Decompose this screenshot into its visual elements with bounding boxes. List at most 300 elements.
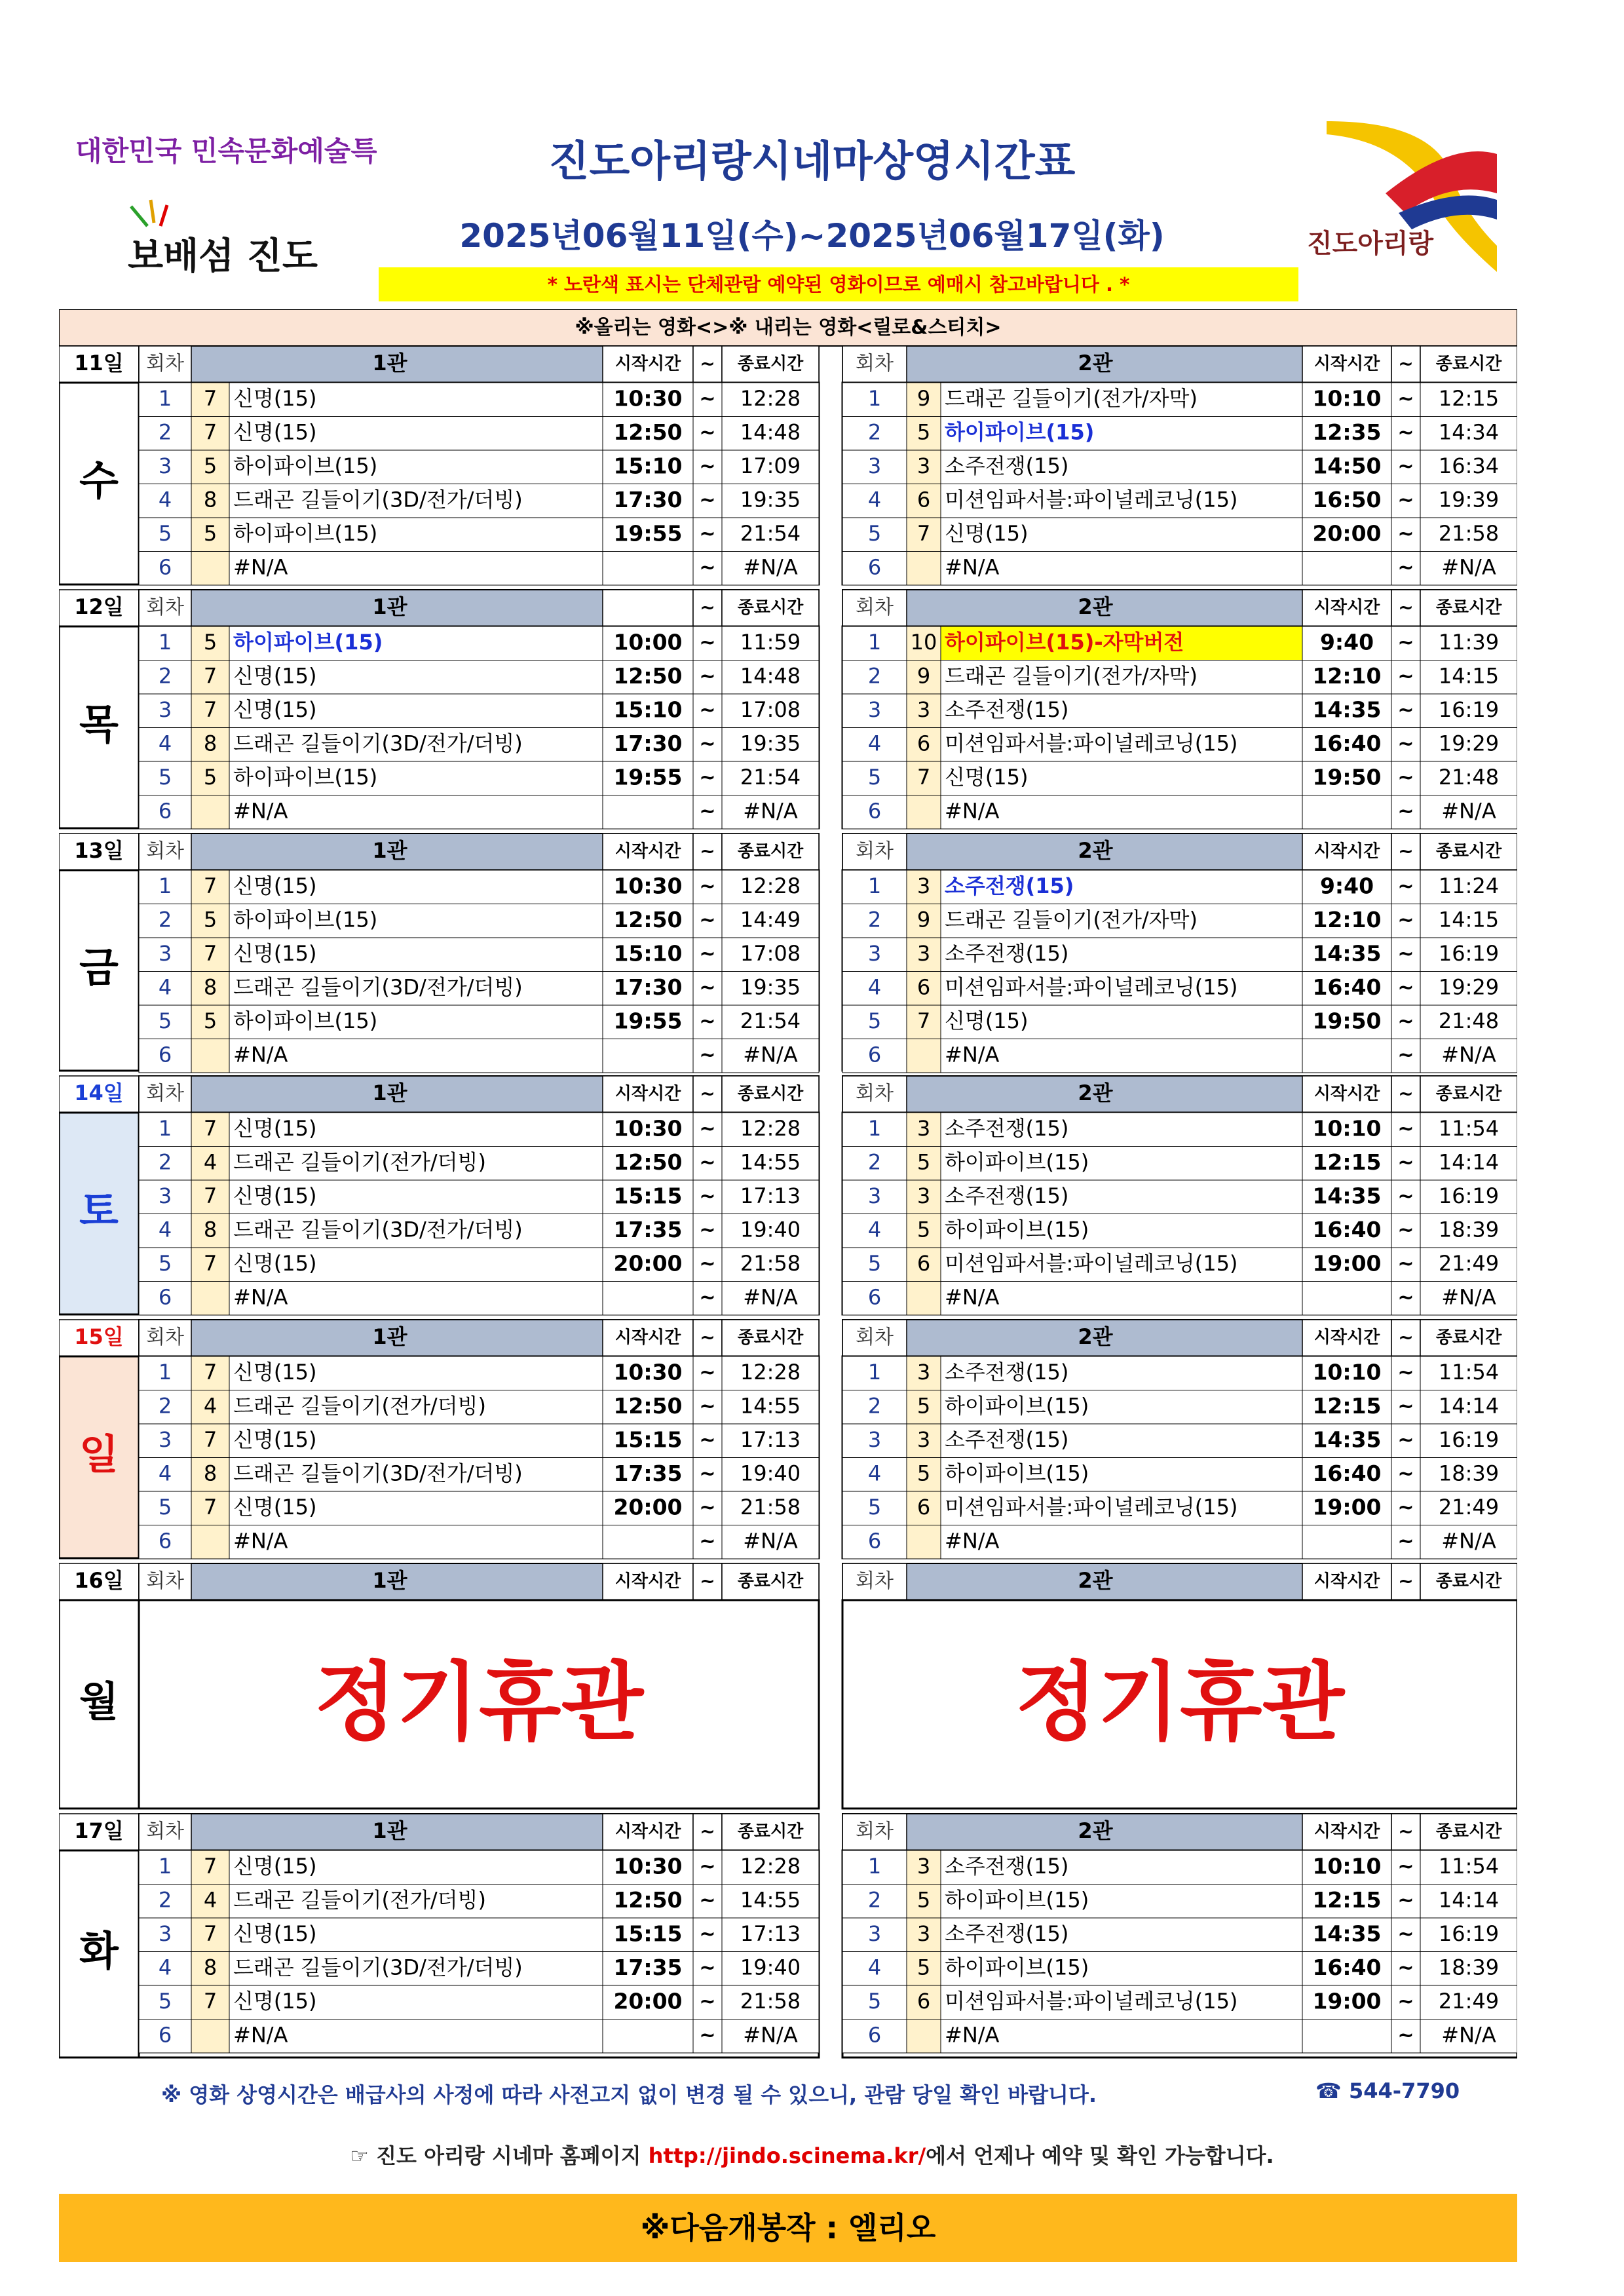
tilde: ~ (699, 1529, 716, 1553)
movie-title: #N/A (945, 1528, 1000, 1554)
start-time: 14:35 (1312, 940, 1382, 966)
end-header: 종료시간 (737, 354, 804, 374)
end-time: 14:48 (740, 663, 801, 689)
movie-title: #N/A (945, 1284, 1000, 1310)
start-time: 17:35 (613, 1216, 683, 1242)
screen-count: 7 (203, 385, 217, 411)
movie-title: 소주전쟁(15) (945, 453, 1069, 478)
start-time: 15:15 (613, 1426, 683, 1453)
day-date: 13일 (74, 838, 124, 863)
end-time: 19:35 (740, 487, 801, 512)
start-header: 시작시간 (1313, 354, 1380, 374)
movie-title: 신명(15) (233, 1988, 317, 2014)
end-time: 17:09 (740, 453, 801, 478)
movie-title: 하이파이브(15) (945, 1955, 1089, 1980)
tilde: ~ (1397, 1010, 1414, 1033)
end-time: 12:28 (740, 1359, 801, 1385)
tilde: ~ (1397, 875, 1414, 898)
screen-count: 7 (916, 520, 931, 546)
tilde: ~ (699, 1855, 716, 1879)
day-date: 11일 (74, 351, 124, 375)
round-number: 5 (867, 764, 882, 790)
weekday-label: 목 (79, 700, 119, 749)
round-number: 2 (867, 663, 882, 689)
screen-count: 6 (916, 731, 931, 756)
round-header: 회차 (856, 1326, 894, 1349)
start-header: 시작시간 (614, 1328, 681, 1348)
round-header: 회차 (146, 1326, 184, 1349)
round-number: 1 (867, 629, 882, 655)
round-number: 6 (867, 1528, 882, 1554)
end-header: 종료시간 (737, 1328, 804, 1348)
tilde: ~ (1397, 421, 1414, 444)
end-header: 종료시간 (1435, 598, 1502, 618)
screen-count-cell (907, 2019, 941, 2054)
movie-title: 신명(15) (233, 1494, 317, 1520)
homepage-prefix: ☞ 진도 아리랑 시네마 홈페이지 (350, 2143, 649, 2168)
end-header: 종료시간 (737, 1822, 804, 1842)
screen-count: 8 (203, 487, 217, 512)
start-time: 20:00 (613, 1988, 683, 2014)
start-time: 19:50 (1312, 1008, 1382, 1034)
start-time: 17:30 (613, 974, 683, 1000)
round-number: 4 (158, 1955, 172, 1980)
start-time: 10:10 (1312, 1853, 1382, 1879)
tilde: ~ (1397, 698, 1414, 722)
end-time: 14:15 (1438, 907, 1500, 932)
end-time: 19:39 (1438, 487, 1500, 512)
footer-notice: ※ 영화 상영시간은 배급사의 사정에 따라 사전고지 없이 변경 될 수 있으니, 관람 당일 확인 바랍니다. (161, 2082, 1097, 2107)
round-number: 1 (867, 873, 882, 898)
screen-count: 7 (203, 697, 217, 722)
start-time: 10:30 (613, 873, 683, 899)
tilde-header: ~ (700, 1570, 715, 1592)
end-time: 12:28 (740, 873, 801, 898)
screen-count: 4 (203, 1393, 217, 1419)
movie-title: 하이파이브(15) (233, 453, 378, 478)
screen-count-cell (907, 1039, 941, 1073)
end-time: 17:13 (740, 1921, 801, 1946)
screen-count: 4 (203, 1149, 217, 1175)
end-time: 21:54 (740, 520, 801, 546)
tilde-header: ~ (700, 1326, 715, 1348)
end-time: 19:29 (1438, 974, 1500, 1000)
screen-count: 3 (916, 873, 931, 898)
end-time: 17:13 (740, 1426, 801, 1452)
start-time: 17:30 (613, 486, 683, 512)
end-time: 21:54 (740, 1008, 801, 1033)
start-time: 14:35 (1312, 697, 1382, 723)
round-number: 1 (867, 1359, 882, 1385)
end-time: 14:49 (740, 907, 801, 932)
tilde: ~ (699, 1185, 716, 1208)
tilde: ~ (1397, 1252, 1414, 1276)
movie-title: #N/A (945, 1042, 1000, 1067)
hall-label: 1관 (372, 351, 407, 375)
end-header: 종료시간 (1435, 1328, 1502, 1348)
round-header: 회차 (146, 1082, 184, 1105)
round-number: 6 (158, 1042, 172, 1067)
start-time: 10:10 (1312, 385, 1382, 411)
round-number: 4 (158, 731, 172, 756)
tilde: ~ (699, 455, 716, 478)
start-header: 시작시간 (1313, 1328, 1380, 1348)
start-time: 12:15 (1312, 1392, 1382, 1419)
screen-count: 10 (910, 629, 937, 655)
start-time: 12:10 (1312, 906, 1382, 932)
end-time: 21:58 (740, 1494, 801, 1520)
screen-count: 5 (916, 1887, 931, 1913)
movie-title: #N/A (233, 554, 288, 580)
tilde: ~ (1397, 1286, 1414, 1309)
movie-title: 신명(15) (233, 1359, 317, 1385)
start-time: 10:30 (613, 1853, 683, 1879)
round-number: 6 (158, 554, 172, 580)
round-number: 4 (158, 1217, 172, 1242)
movie-title: 소주전쟁(15) (945, 1183, 1069, 1208)
end-time: 12:28 (740, 385, 801, 411)
tilde: ~ (699, 387, 716, 411)
screen-count: 5 (203, 764, 217, 790)
tilde-header: ~ (1398, 1820, 1414, 1842)
tilde-header: ~ (700, 596, 715, 618)
tilde-header: ~ (700, 840, 715, 862)
end-time: 18:39 (1438, 1217, 1500, 1242)
movie-title: 소주전쟁(15) (945, 1921, 1069, 1946)
weekday-label: 토 (79, 1187, 119, 1235)
end-time: 21:49 (1438, 1988, 1500, 2014)
movie-title: 드래곤 길들이기(전가/자막) (945, 907, 1198, 932)
movie-title: 미션임파서블:파이널레코닝(15) (945, 487, 1238, 512)
hall-label: 1관 (372, 594, 407, 619)
tilde: ~ (1397, 732, 1414, 756)
end-time: 14:55 (740, 1887, 801, 1913)
end-time: 21:49 (1438, 1250, 1500, 1276)
round-header: 회차 (856, 352, 894, 375)
round-number: 2 (158, 663, 172, 689)
round-header: 회차 (856, 839, 894, 863)
round-number: 5 (158, 1988, 172, 2014)
end-header: 종료시간 (1435, 1822, 1502, 1842)
hall-label: 2관 (1078, 1081, 1113, 1105)
movie-title: 하이파이브(15) (945, 1393, 1089, 1419)
hall-label: 1관 (372, 1568, 407, 1593)
screen-count: 3 (916, 1183, 931, 1208)
start-time-cell (603, 1039, 693, 1073)
end-time: 11:54 (1438, 1359, 1500, 1385)
tilde: ~ (1397, 1923, 1414, 1946)
start-time-cell (1302, 2019, 1391, 2054)
screen-count: 7 (203, 1494, 217, 1520)
end-time: 11:54 (1438, 1853, 1500, 1879)
end-time: 21:48 (1438, 764, 1500, 790)
tilde: ~ (1397, 488, 1414, 512)
movie-title: 소주전쟁(15) (945, 1426, 1069, 1452)
round-number: 3 (158, 453, 172, 478)
tilde: ~ (1397, 1428, 1414, 1452)
round-number: 5 (158, 1008, 172, 1033)
round-number: 6 (158, 1528, 172, 1554)
movie-title: #N/A (945, 798, 1000, 824)
closed-text: 정기휴관 (1015, 1652, 1345, 1752)
screen-count: 7 (203, 1183, 217, 1208)
tilde: ~ (699, 799, 716, 823)
round-number: 2 (158, 1887, 172, 1913)
start-time-cell (603, 1525, 693, 1559)
end-time: 19:40 (740, 1217, 801, 1242)
movie-title: 드래곤 길들이기(전가/더빙) (233, 1149, 486, 1175)
hall-label: 1관 (372, 1081, 407, 1105)
movie-title: 드래곤 길들이기(전가/더빙) (233, 1887, 486, 1913)
screen-count: 7 (203, 1359, 217, 1385)
round-number: 1 (158, 629, 172, 655)
end-time: 21:58 (740, 1250, 801, 1276)
tilde: ~ (699, 908, 716, 932)
round-number: 1 (158, 1115, 172, 1141)
end-time: #N/A (1441, 1528, 1496, 1554)
round-number: 4 (867, 487, 882, 512)
movie-title: 미션임파서블:파이널레코닝(15) (945, 731, 1238, 756)
logo-right-text: 진도아리랑 (1307, 229, 1434, 259)
screen-count: 3 (916, 1115, 931, 1141)
end-time: 21:49 (1438, 1494, 1500, 1520)
screen-count-cell (907, 795, 941, 830)
round-header: 회차 (856, 1082, 894, 1105)
tilde: ~ (1397, 908, 1414, 932)
screen-count-cell (191, 552, 229, 586)
screen-count-cell (907, 1525, 941, 1559)
movie-title: 미션임파서블:파이널레코닝(15) (945, 1250, 1238, 1276)
start-header: 시작시간 (614, 1084, 681, 1104)
start-header: 시작시간 (1313, 841, 1380, 862)
end-time: #N/A (1441, 2022, 1496, 2048)
screen-count: 5 (203, 520, 217, 546)
movie-title: 하이파이브(15) (945, 1461, 1089, 1486)
start-time: 12:50 (613, 419, 683, 445)
movie-title: 드래곤 길들이기(전가/자막) (945, 385, 1198, 411)
hall-label: 1관 (372, 1818, 407, 1843)
banner-text: ※올리는 영화<>※ 내리는 영화<릴로&스티치> (575, 316, 1002, 339)
screen-count: 5 (916, 1149, 931, 1175)
start-header: 시작시간 (1313, 1822, 1380, 1842)
start-time: 19:55 (613, 520, 683, 546)
tilde: ~ (699, 556, 716, 579)
movie-title: 소주전쟁(15) (945, 1359, 1069, 1385)
screen-count: 3 (916, 1921, 931, 1946)
weekday-label: 화 (79, 1927, 119, 1976)
date-range: 2025년06월11일(수)~2025년06월17일(화) (459, 217, 1165, 255)
start-header: 시작시간 (1313, 1571, 1380, 1592)
start-time: 16:40 (1312, 1460, 1382, 1486)
end-time: #N/A (1441, 1042, 1496, 1067)
screen-count-cell (191, 1282, 229, 1316)
tilde: ~ (699, 1117, 716, 1141)
movie-title: 신명(15) (233, 1853, 317, 1879)
movie-title: 미션임파서블:파이널레코닝(15) (945, 1988, 1238, 2014)
start-time: 14:35 (1312, 1183, 1382, 1209)
hall-label: 2관 (1078, 838, 1113, 863)
yellow-notice: * 노란색 표시는 단체관람 예약된 영화이므로 예매시 참고바랍니다 . * (379, 267, 1298, 301)
start-time: 16:40 (1312, 974, 1382, 1000)
end-time: 12:28 (740, 1115, 801, 1141)
start-time: 12:15 (1312, 1149, 1382, 1175)
round-number: 6 (867, 1284, 882, 1310)
start-time-cell (1302, 1282, 1391, 1316)
start-time: 19:55 (613, 764, 683, 790)
round-number: 5 (867, 520, 882, 546)
round-number: 5 (867, 1988, 882, 2014)
round-number: 3 (158, 1183, 172, 1208)
start-time: 16:50 (1312, 486, 1382, 512)
round-number: 4 (867, 974, 882, 1000)
screen-count: 3 (916, 453, 931, 478)
round-number: 1 (158, 1359, 172, 1385)
start-header: 시작시간 (1313, 598, 1380, 618)
homepage-line (0, 2139, 1624, 2170)
end-time: 16:19 (1438, 697, 1500, 722)
screen-count: 7 (203, 1853, 217, 1879)
tilde: ~ (1397, 942, 1414, 966)
start-header-cell (603, 590, 693, 626)
start-header: 시작시간 (614, 1571, 681, 1592)
screen-count: 3 (916, 1359, 931, 1385)
screen-count: 5 (203, 907, 217, 932)
round-number: 4 (158, 1461, 172, 1486)
tilde: ~ (1397, 1394, 1414, 1418)
hall-label: 1관 (372, 1324, 407, 1349)
round-number: 2 (867, 907, 882, 932)
movie-title: #N/A (233, 1042, 288, 1067)
tilde-header: ~ (1398, 353, 1414, 374)
day-date: 16일 (74, 1568, 124, 1593)
round-number: 2 (867, 419, 882, 445)
tilde: ~ (1397, 766, 1414, 790)
round-number: 2 (158, 1393, 172, 1419)
end-time: 19:35 (740, 731, 801, 756)
tilde: ~ (699, 2023, 716, 2047)
start-time: 19:00 (1312, 1494, 1382, 1520)
round-number: 2 (158, 907, 172, 932)
screen-count: 6 (916, 1988, 931, 2014)
next-release-bar: ※다음개봉작 : 엘리오 (59, 2194, 1517, 2262)
round-number: 3 (867, 697, 882, 722)
movie-title: 신명(15) (233, 697, 317, 722)
round-number: 4 (867, 1461, 882, 1486)
tilde: ~ (699, 522, 716, 546)
tilde: ~ (1397, 664, 1414, 688)
round-header: 회차 (146, 1820, 184, 1843)
start-time: 20:00 (613, 1250, 683, 1276)
start-time: 12:50 (613, 1392, 683, 1419)
movie-title: 소주전쟁(15) (945, 697, 1069, 722)
end-time: 12:15 (1438, 385, 1500, 411)
start-time: 20:00 (1312, 520, 1382, 546)
phone-number: ☎ 544-7790 (1315, 2078, 1460, 2103)
screen-count-cell (907, 1282, 941, 1316)
tilde-header: ~ (700, 353, 715, 374)
movie-title: 신명(15) (233, 1921, 317, 1946)
round-number: 3 (158, 697, 172, 722)
start-time: 16:40 (1312, 1954, 1382, 1980)
round-number: 3 (867, 940, 882, 966)
start-header: 시작시간 (614, 354, 681, 374)
start-time: 12:50 (613, 906, 683, 932)
tilde: ~ (699, 766, 716, 790)
hall-label: 2관 (1078, 1818, 1113, 1843)
tilde: ~ (699, 1218, 716, 1242)
tilde: ~ (1397, 1855, 1414, 1879)
screen-count: 5 (916, 1217, 931, 1242)
start-time: 12:35 (1312, 419, 1382, 445)
movie-title: 하이파이브(15) (233, 629, 383, 655)
movie-title: 신명(15) (233, 1426, 317, 1452)
start-time-cell (1302, 795, 1391, 830)
round-number: 2 (158, 419, 172, 445)
start-time: 10:10 (1312, 1115, 1382, 1141)
tilde: ~ (699, 732, 716, 756)
round-number: 6 (158, 798, 172, 824)
start-time: 9:40 (1319, 629, 1374, 655)
start-time: 10:30 (613, 1359, 683, 1385)
day-date: 14일 (74, 1081, 124, 1105)
end-time: 19:40 (740, 1461, 801, 1486)
tilde: ~ (699, 1286, 716, 1309)
screen-count: 5 (203, 629, 217, 655)
tilde: ~ (1397, 1151, 1414, 1174)
tilde: ~ (1397, 522, 1414, 546)
screen-count-cell (907, 552, 941, 586)
round-number: 2 (867, 1393, 882, 1419)
start-time-cell (1302, 552, 1391, 586)
end-time: 16:19 (1438, 1183, 1500, 1208)
round-number: 3 (158, 1921, 172, 1946)
start-time-cell (1302, 1039, 1391, 1073)
movie-title: 신명(15) (945, 764, 1029, 790)
tilde: ~ (699, 664, 716, 688)
day-date: 12일 (74, 594, 124, 619)
end-header: 종료시간 (1435, 1084, 1502, 1104)
screen-count-cell (191, 1525, 229, 1559)
tilde: ~ (699, 421, 716, 444)
movie-title: 드래곤 길들이기(전가/자막) (945, 663, 1198, 689)
end-time: 17:08 (740, 697, 801, 722)
movie-title: 신명(15) (233, 873, 317, 898)
end-time: 21:54 (740, 764, 801, 790)
tilde: ~ (1397, 2023, 1414, 2047)
round-header: 회차 (146, 1569, 184, 1593)
movie-title: 하이파이브(15) (233, 520, 378, 546)
screen-count: 6 (916, 1494, 931, 1520)
start-time: 12:15 (1312, 1886, 1382, 1913)
screen-count: 5 (203, 1008, 217, 1033)
end-time: 14:14 (1438, 1149, 1500, 1175)
tilde-header: ~ (700, 1082, 715, 1104)
tilde: ~ (1397, 556, 1414, 579)
round-header: 회차 (146, 839, 184, 863)
tilde: ~ (699, 976, 716, 999)
round-number: 6 (158, 1284, 172, 1310)
round-number: 4 (867, 1217, 882, 1242)
tilde: ~ (699, 1923, 716, 1946)
tilde: ~ (699, 631, 716, 655)
homepage-link[interactable]: http://jindo.scinema.kr/ (648, 2143, 926, 2168)
tilde: ~ (699, 1990, 716, 2014)
screen-count: 6 (916, 487, 931, 512)
start-time-cell (1302, 1525, 1391, 1559)
tilde: ~ (1397, 1956, 1414, 1980)
end-time: #N/A (1441, 1284, 1496, 1310)
round-number: 3 (158, 1426, 172, 1452)
